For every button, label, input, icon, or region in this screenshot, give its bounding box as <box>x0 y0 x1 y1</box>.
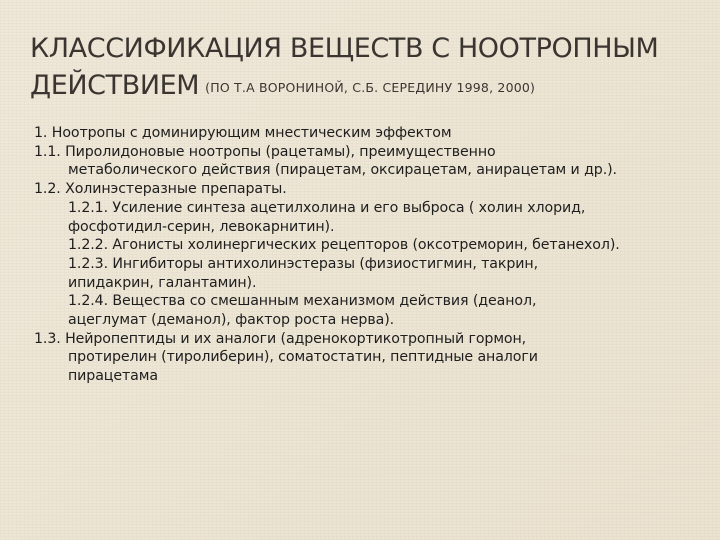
list-item-1-2-2 <box>34 236 706 255</box>
slide-title <box>30 30 700 106</box>
list-item-1 <box>34 124 706 143</box>
list-item-1-1-line1: 1.1. Пиролидоновые ноотропы (рацетамы), преимущественно <box>34 143 496 160</box>
list-item-1-2-4 <box>34 292 706 329</box>
list-item-1-2-3-line1: 1.2.3. Ингибиторы антихолинэстеразы (физиостигмин, такрин, <box>68 255 538 272</box>
list-item-1-2-2-text: 1.2.2. Агонисты холинергических рецепторов (оксотреморин, бетанехол). <box>68 237 620 254</box>
list-item-1-text: 1. Ноотропы с доминирующим мнестическим эффектом <box>34 125 452 141</box>
list-item-1-2-1 <box>34 199 706 236</box>
title-attribution: (ПО Т.А ВОРОНИНОЙ, С.Б. СЕРЕДИНУ 1998, 2000) <box>205 80 536 95</box>
title-main-word: ДЕЙСТВИЕМ <box>30 70 200 101</box>
list-item-1-3-line1: 1.3. Нейропептиды и их аналоги (адренокортикотропный гормон, <box>34 330 527 347</box>
list-item-1-3-line2: протирелин (тиролиберин), соматостатин, пептидные аналоги <box>68 349 538 366</box>
list-item-1-1-line2: метаболического действия (пирацетам, оксирацетам, анирацетам и др.). <box>68 162 617 179</box>
title-line-2 <box>30 67 700 106</box>
list-item-1-2-4-line1: 1.2.4. Вещества со смешанным механизмом действия (деанол, <box>68 293 537 310</box>
list-item-1-2-3 <box>34 255 706 292</box>
list-item-1-2-3-line2: ипидакрин, галантамин). <box>68 274 257 291</box>
list-item-1-3-line3: пирацетама <box>68 368 158 385</box>
classification-list <box>34 124 706 386</box>
list-item-1-2 <box>34 180 706 199</box>
list-item-1-1 <box>34 143 706 180</box>
list-item-1-2-4-line2: ацеглумат (деманол), фактор роста нерва). <box>68 312 395 329</box>
list-item-1-2-1-line1: 1.2.1. Усиление синтеза ацетилхолина и его выброса ( холин хлорид, <box>68 199 586 216</box>
title-line-1: КЛАССИФИКАЦИЯ ВЕЩЕСТВ С НООТРОПНЫМ <box>30 33 659 64</box>
list-item-1-3 <box>34 330 706 386</box>
list-item-1-2-text: 1.2. Холинэстеразные препараты. <box>34 181 287 198</box>
list-item-1-2-1-line2: фосфотидил-серин, левокарнитин). <box>68 218 335 235</box>
